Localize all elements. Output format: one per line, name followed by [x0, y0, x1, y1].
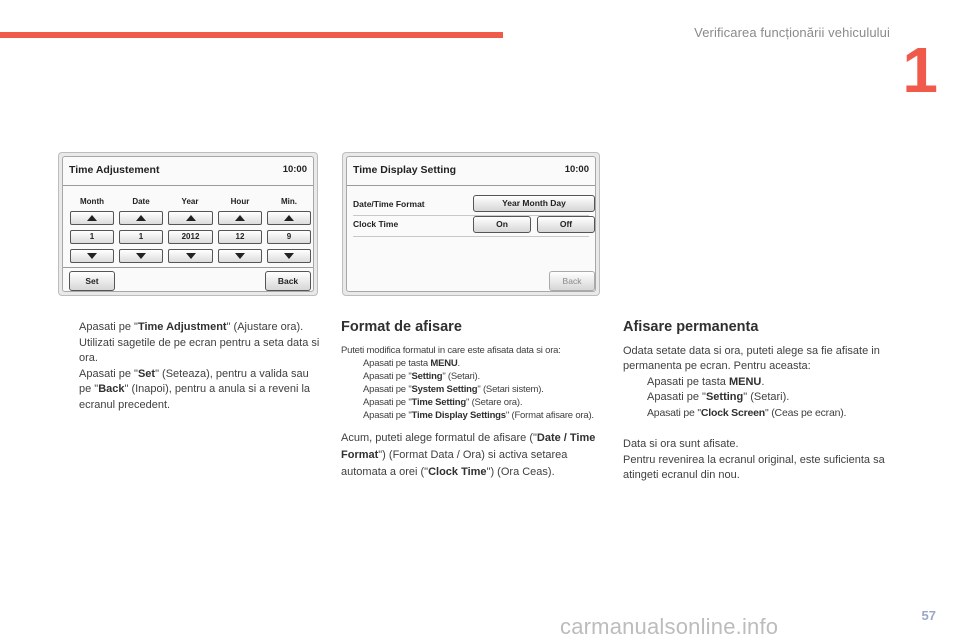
column-header-hour: Hour — [230, 197, 250, 206]
hour-up-button[interactable] — [218, 211, 262, 225]
year-down-button[interactable] — [168, 249, 213, 263]
list-item — [341, 396, 603, 409]
text: Apasati pe " — [363, 383, 412, 395]
text: ") (Ora Ceas). — [486, 465, 555, 478]
date-down-button[interactable] — [119, 249, 163, 263]
text: " (Seteaza), pentru a valida sau pe " — [79, 367, 309, 395]
text: " (Setare ora). — [465, 396, 523, 408]
screen-title: Time Display Setting — [353, 164, 457, 176]
text: Apasati pe " — [79, 321, 138, 333]
time-adjustment-screenshot — [58, 152, 318, 296]
arrow-up-icon — [186, 215, 196, 221]
time-display-setting-screenshot — [342, 152, 600, 296]
list-item — [623, 375, 893, 391]
return-text: Pentru revenirea la ecranul original, este suficienta sa atingeti ecranul din nou. — [623, 453, 885, 481]
format-paragraph — [341, 430, 603, 481]
text: " (Setari). — [743, 391, 790, 403]
list-item — [61, 320, 321, 336]
back-button[interactable]: Back — [549, 271, 595, 291]
back-button[interactable]: Back — [265, 271, 311, 291]
bold-text: Setting — [411, 370, 443, 382]
text: Apasati pe tasta — [363, 357, 431, 369]
text: Apasati pe " — [363, 370, 412, 382]
list-item — [341, 409, 603, 422]
text: " (Inapoi), pentru a anula si a reveni la ecranul precedent. — [79, 383, 311, 411]
bold-text: MENU — [728, 375, 762, 388]
column-header-month: Month — [80, 197, 104, 206]
chapter-number: 1 — [902, 34, 938, 106]
month-down-button[interactable] — [70, 249, 114, 263]
bold-text: Time Adjustment — [137, 321, 227, 333]
permanent-display-heading: Afisare permanenta — [623, 319, 759, 335]
text: " (Ceas pe ecran). — [765, 406, 847, 419]
text: . — [761, 375, 765, 388]
bold-text: Set — [137, 367, 156, 380]
screen-title: Time Adjustement — [69, 164, 160, 176]
clock-off-button[interactable]: Off — [537, 216, 595, 233]
bold-text: Date / Time Format — [341, 431, 596, 461]
bold-text: Time Display Settings — [411, 409, 506, 421]
watermark: carmanualsonline.info — [560, 614, 779, 639]
arrow-down-icon — [284, 253, 294, 259]
list-item — [623, 390, 893, 406]
arrow-down-icon — [136, 253, 146, 259]
text: Apasati pe tasta — [647, 375, 729, 388]
bold-text: Clock Time — [428, 465, 487, 478]
list-item — [341, 383, 603, 396]
bold-text: Time Setting — [411, 396, 466, 408]
clock-time-label: Clock Time — [353, 219, 399, 229]
page-number: 57 — [921, 608, 936, 623]
date-up-button[interactable] — [119, 211, 163, 225]
row-divider — [353, 236, 589, 237]
screen-header — [63, 157, 313, 186]
screen-panel — [62, 156, 314, 292]
result-text: Data si ora sunt afisate. — [623, 438, 739, 450]
screen-clock: 10:00 — [282, 164, 307, 175]
format-heading: Format de afisare — [341, 319, 462, 335]
hour-down-button[interactable] — [218, 249, 262, 263]
column-header-date: Date — [132, 197, 150, 206]
list-item — [341, 370, 603, 383]
text: " (Ajustare ora). — [226, 321, 304, 333]
list-item — [623, 406, 893, 422]
instructions-column-3 — [623, 320, 893, 484]
screen-header — [347, 157, 595, 186]
text: Apasati pe " — [363, 396, 412, 408]
text: Utilizati sagetile de pe ecran pentru a seta data si ora. — [79, 336, 320, 364]
column-header-min: Min. — [281, 197, 297, 206]
min-value[interactable]: 9 — [267, 230, 311, 244]
intro-text: Puteti modifica formatul in care este afisata data si ora: — [341, 344, 561, 356]
arrow-down-icon — [87, 253, 97, 259]
text: ") (Format Data / Ora) si activa setarea automata a orei (" — [341, 448, 568, 478]
instructions-column-1 — [61, 320, 321, 413]
text: Apasati pe " — [647, 391, 706, 403]
section-title: Verificarea funcționării vehiculului — [694, 25, 890, 40]
intro-text: Odata setate data si ora, puteti alege sa fie afisate in permanenta pe ecran. Pentru aceasta: — [623, 344, 880, 372]
text: " (Setari sistem). — [477, 383, 544, 395]
set-button[interactable]: Set — [69, 271, 115, 291]
min-down-button[interactable] — [267, 249, 311, 263]
bold-text: Setting — [705, 391, 744, 403]
instructions-column-2 — [341, 320, 603, 481]
date-value[interactable]: 1 — [119, 230, 163, 244]
clock-on-button[interactable]: On — [473, 216, 531, 233]
arrow-down-icon — [186, 253, 196, 259]
list-item — [61, 336, 321, 367]
text: Apasati pe " — [363, 409, 412, 421]
header-accent-bar — [0, 32, 503, 38]
text: Apasati pe " — [79, 367, 138, 380]
arrow-down-icon — [235, 253, 245, 259]
year-up-button[interactable] — [168, 211, 213, 225]
year-value[interactable]: 2012 — [168, 230, 213, 244]
arrow-up-icon — [136, 215, 146, 221]
text: " (Format afisare ora). — [505, 409, 594, 421]
column-header-year: Year — [181, 197, 199, 206]
screen-clock: 10:00 — [564, 164, 589, 175]
bold-text: MENU — [430, 357, 458, 369]
text: . — [457, 357, 460, 369]
month-value[interactable]: 1 — [70, 230, 114, 244]
screen-panel — [346, 156, 596, 292]
list-item — [341, 357, 603, 370]
arrow-up-icon — [87, 215, 97, 221]
date-format-button[interactable]: Year Month Day — [473, 195, 595, 212]
divider — [63, 267, 313, 268]
bold-text: Clock Screen — [700, 406, 766, 419]
arrow-up-icon — [235, 215, 245, 221]
bold-text: Back — [98, 383, 125, 395]
list-item — [61, 367, 321, 414]
arrow-up-icon — [284, 215, 294, 221]
hour-value[interactable]: 12 — [218, 230, 262, 244]
text: " (Setari). — [442, 370, 480, 382]
bold-text: System Setting — [411, 383, 478, 395]
text: Acum, puteti alege formatul de afisare (" — [341, 431, 537, 444]
text: Apasati pe " — [647, 406, 701, 419]
date-time-format-label: Date/Time Format — [353, 199, 425, 209]
min-up-button[interactable] — [267, 211, 311, 225]
month-up-button[interactable] — [70, 211, 114, 225]
